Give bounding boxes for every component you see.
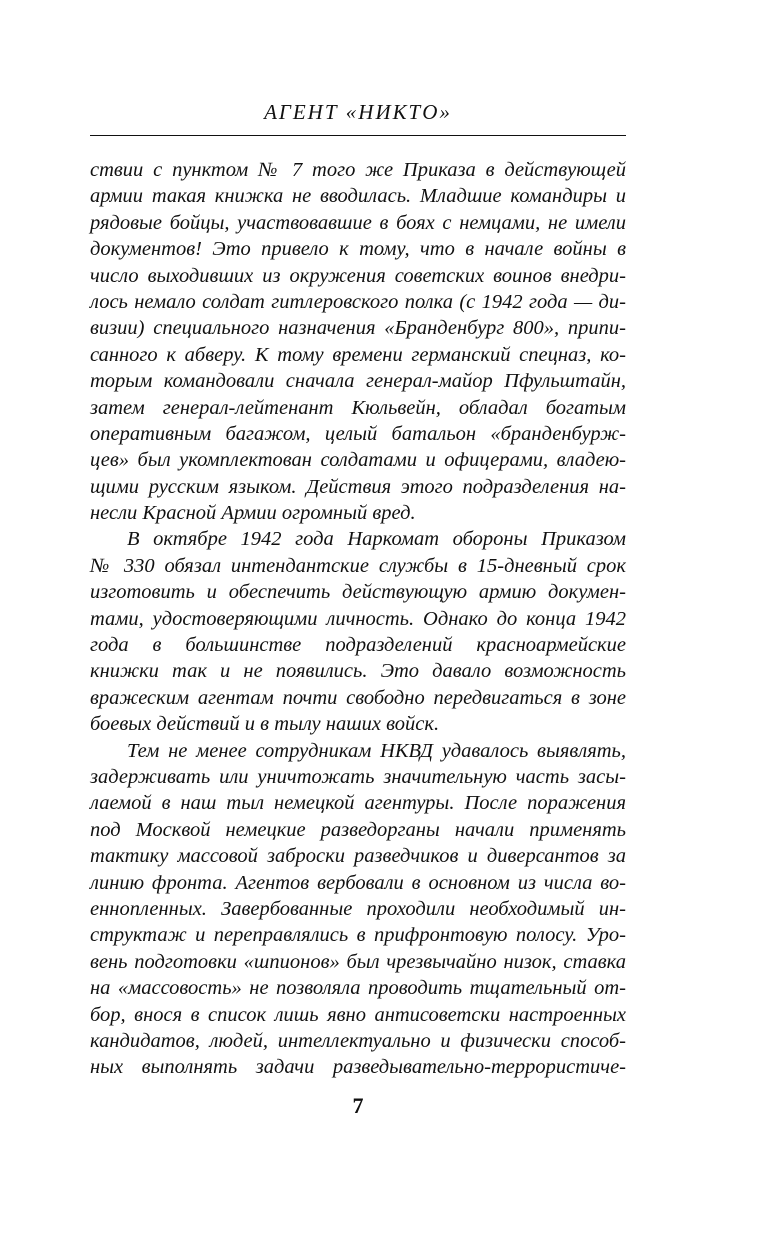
text-line: изготовить и обеспечить действующую армию докумен- bbox=[90, 581, 626, 604]
text-line: В октябре 1942 года Наркомат обороны Приказом bbox=[127, 528, 626, 551]
text-line: бор, внося в список лишь явно антисоветски настроенных bbox=[90, 1003, 626, 1026]
text-line: документов! Это привело к тому, что в начале войны в bbox=[90, 238, 626, 261]
text-line: линию фронта. Агентов вербовали в основном из числа во- bbox=[90, 871, 626, 894]
text-line: Тем не менее сотрудникам НКВД удавалось выявлять, bbox=[127, 739, 626, 762]
text-line: под Москвой немецкие разведорганы начали применять bbox=[90, 818, 626, 841]
text-line: еннопленных. Завербованные проходили необходимый ин- bbox=[90, 897, 626, 920]
text-line: санного к абверу. К тому времени германский спецназ, ко- bbox=[90, 343, 626, 366]
text-line: № 330 обязал интендантские службы в 15-дневный срок bbox=[90, 554, 626, 577]
text-line: ствии с пунктом № 7 того же Приказа в действующей bbox=[90, 159, 626, 181]
running-head: АГЕНТ «НИКТО» bbox=[264, 100, 452, 124]
text-line: вень подготовки «шпионов» был чрезвычайно низок, ставка bbox=[90, 950, 626, 973]
text-line: вражеским агентам почти свободно передвигаться в зоне bbox=[90, 686, 626, 709]
text-line: структаж и переправлялись в прифронтовую полосу. Уро- bbox=[90, 924, 626, 947]
text-line: щими русским языком. Действия этого подразделения на- bbox=[90, 475, 626, 498]
text-line: задерживать или уничтожать значительную часть засы- bbox=[90, 765, 626, 788]
text-line: ных выполнять задачи разведывательно-террористиче- bbox=[90, 1056, 626, 1079]
text-line: оперативным багажом, целый батальон «бранденбурж- bbox=[90, 422, 626, 445]
text-line: лось немало солдат гитлеровского полка (с 1942 года — ди- bbox=[90, 290, 626, 313]
header-rule bbox=[90, 135, 626, 136]
text-line: на «массовость» не позволяла проводить тщательный от- bbox=[90, 977, 626, 1000]
text-line: несли Красной Армии огромный вред. bbox=[90, 502, 416, 525]
text-line: книжки так и не появились. Это давало возможность bbox=[90, 660, 626, 683]
text-line: число выходивших из окружения советских воинов внедри- bbox=[90, 264, 626, 287]
text-line: лаемой в наш тыл немецкой агентуры. После поражения bbox=[90, 792, 626, 815]
body-text bbox=[90, 157, 626, 1081]
text-line: кандидатов, людей, интеллектуально и физически способ- bbox=[90, 1029, 626, 1052]
text-line: тактику массовой заброски разведчиков и диверсантов за bbox=[90, 845, 626, 868]
text-line: боевых действий и в тылу наших войск. bbox=[90, 713, 440, 736]
text-line: затем генерал-лейтенант Кюльвейн, обладал богатым bbox=[90, 396, 626, 419]
text-line: визии) специального назначения «Бранденбург 800», припи- bbox=[90, 317, 626, 340]
text-line: армии такая книжка не вводилась. Младшие командиры и bbox=[90, 185, 626, 208]
text-line: тами, удостоверяющими личность. Однако до конца 1942 bbox=[90, 607, 626, 630]
text-line: торым командовали сначала генерал-майор Пфульштайн, bbox=[90, 370, 626, 393]
page-number: 7 bbox=[352, 1093, 364, 1118]
text-line: года в большинстве подразделений красноармейские bbox=[90, 634, 626, 657]
text-line: рядовые бойцы, участвовавшие в боях с немцами, не имели bbox=[90, 211, 626, 234]
text-line: цев» был укомплектован солдатами и офицерами, владею- bbox=[90, 449, 626, 472]
